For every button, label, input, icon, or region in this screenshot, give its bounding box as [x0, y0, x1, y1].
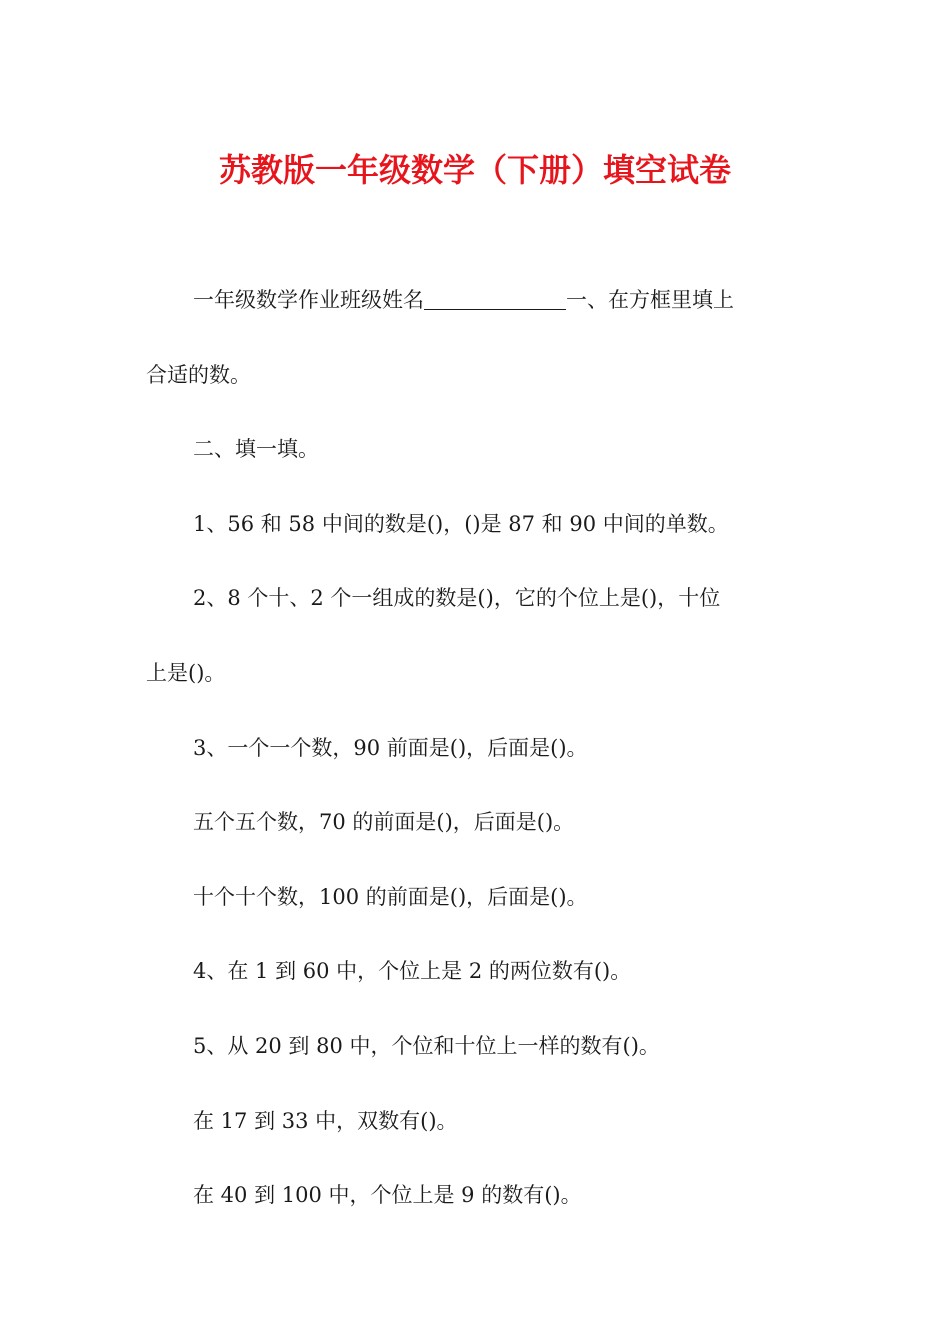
page-title: 苏教版一年级数学（下册）填空试卷: [218, 151, 731, 189]
question-1: 1、56 和 58 中间的数是()，()是 87 和 90 中间的单数。: [193, 512, 729, 536]
question-3-line-3: 十个十个数，100 的前面是()，后面是()。: [193, 885, 588, 909]
header-prefix: 一年级数学作业班级姓名: [193, 288, 424, 312]
question-2-line-1: 2、8 个十、2 个一组成的数是()，它的个位上是()，十位: [193, 586, 721, 610]
question-2-line-2: 上是()。: [146, 661, 226, 685]
name-blank: [424, 287, 566, 310]
question-3-line-1: 3、一个一个数，90 前面是()，后面是()。: [193, 736, 588, 760]
header-line: [193, 285, 843, 315]
question-5-line-1: 5、从 20 到 80 中，个位和十位上一样的数有()。: [193, 1034, 660, 1058]
question-5-line-2: 在 17 到 33 中，双数有()。: [193, 1109, 458, 1133]
question-4: 4、在 1 到 60 中，个位上是 2 的两位数有()。: [193, 959, 632, 983]
section-two-heading: 二、填一填。: [193, 437, 319, 461]
header-line-continued: 合适的数。: [146, 363, 251, 387]
question-5-line-3: 在 40 到 100 中，个位上是 9 的数有()。: [193, 1183, 582, 1207]
question-3-line-2: 五个五个数，70 的前面是()，后面是()。: [193, 810, 575, 834]
header-suffix: 一、在方框里填上: [566, 288, 734, 312]
